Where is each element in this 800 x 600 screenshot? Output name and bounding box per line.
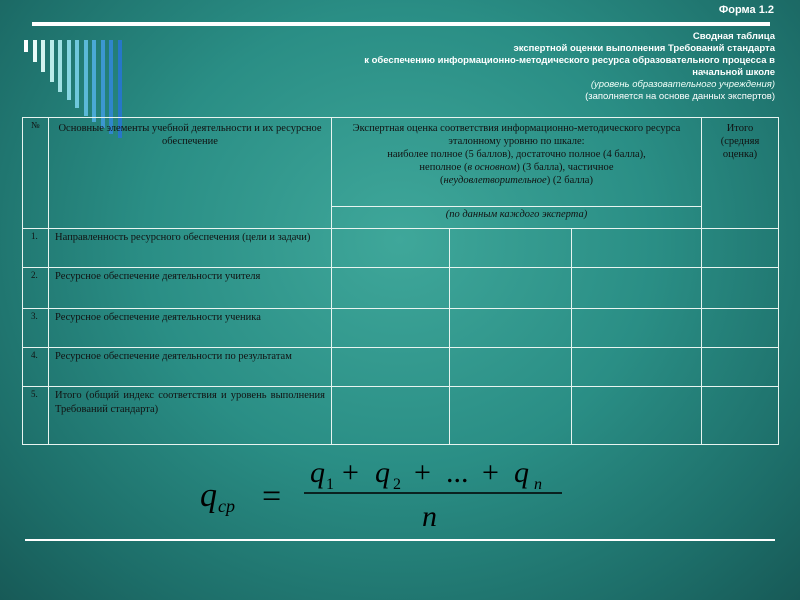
total-cell[interactable]	[702, 386, 779, 444]
formula-q2: q	[375, 462, 390, 489]
decorative-bar	[24, 40, 28, 52]
decorative-bar	[84, 40, 88, 116]
score-cell[interactable]	[572, 347, 702, 386]
decorative-bar	[58, 40, 62, 92]
header-level-note: (уровень образовательного учреждения)	[590, 79, 775, 90]
table-row	[23, 386, 779, 444]
evaluation-scale: ) (2 балла)	[546, 175, 593, 186]
total-cell[interactable]	[702, 268, 779, 308]
bottom-divider	[25, 539, 775, 541]
formula-q2-sub: 2	[393, 476, 401, 493]
total-cell[interactable]	[702, 229, 779, 268]
decorative-bar	[50, 40, 54, 82]
header-fill-note: (заполняется на основе данных экспертов)	[585, 91, 775, 102]
score-cell[interactable]	[332, 386, 450, 444]
formula-plus: +	[414, 462, 431, 489]
decorative-bar	[67, 40, 71, 100]
header-subtitle: к обеспечению информационно-методического ресурса образовательного процесса в	[364, 55, 775, 66]
header-evaluation-sub: (по данным каждого эксперта)	[332, 207, 702, 229]
formula-qn: q	[514, 462, 529, 489]
evaluation-scale: наиболее полное (5 баллов), достаточно полное (4 балла),	[387, 149, 646, 160]
formula-plus: +	[482, 462, 499, 489]
evaluation-scale: (	[440, 175, 444, 186]
score-cell[interactable]	[450, 229, 572, 268]
decorative-bar	[33, 40, 37, 62]
header-elements: Основные элементы учебной деятельности и их ресурсное обеспечение	[49, 118, 332, 229]
header-title: Сводная таблица	[692, 31, 775, 42]
form-number: Форма 1.2	[718, 4, 774, 16]
header-subtitle: экспертной оценки выполнения Требований стандарта	[513, 43, 775, 54]
total-cell[interactable]	[702, 347, 779, 386]
summary-table	[22, 117, 779, 445]
formula-lhs-sub: ср	[218, 496, 235, 516]
score-cell[interactable]	[332, 347, 450, 386]
formula-equals: =	[262, 478, 282, 515]
row-element: Ресурсное обеспечение деятельности ученика	[49, 308, 332, 347]
evaluation-scale: неполное (	[419, 162, 468, 173]
decorative-bar	[75, 40, 79, 108]
score-cell[interactable]	[572, 308, 702, 347]
decorative-bar	[41, 40, 45, 72]
score-cell[interactable]	[450, 308, 572, 347]
evaluation-scale: ) (3 балла), частичное	[516, 162, 614, 173]
formula-denominator: n	[422, 500, 437, 532]
row-element: Ресурсное обеспечение деятельности учителя	[49, 268, 332, 308]
evaluation-scale: Экспертная оценка соответствия информационно-методического ресурса эталонному уровню по шкале:	[352, 123, 681, 147]
row-number: 3.	[23, 308, 49, 347]
header-evaluation	[332, 118, 702, 207]
row-element: Итого (общий индекс соответствия и уровень выполнения Требований стандарта)	[49, 386, 332, 444]
score-cell[interactable]	[450, 347, 572, 386]
decorative-bar	[92, 40, 96, 122]
row-number: 2.	[23, 268, 49, 308]
row-element: Ресурсное обеспечение деятельности по результатам	[49, 347, 332, 386]
evaluation-scale-emph: в основном	[467, 162, 517, 173]
score-cell[interactable]	[332, 268, 450, 308]
formula-ellipsis: ...	[446, 462, 469, 489]
score-cell[interactable]	[450, 386, 572, 444]
row-number: 5.	[23, 386, 49, 444]
decorative-bar	[101, 40, 105, 128]
score-cell[interactable]	[332, 229, 450, 268]
score-cell[interactable]	[572, 268, 702, 308]
score-cell[interactable]	[572, 386, 702, 444]
evaluation-scale-emph: неудовлетворительное	[443, 175, 547, 186]
score-cell[interactable]	[450, 268, 572, 308]
row-number: 4.	[23, 347, 49, 386]
row-element: Направленность ресурсного обеспечения (цели и задачи)	[49, 229, 332, 268]
formula-q1-sub: 1	[326, 476, 334, 493]
score-cell[interactable]	[332, 308, 450, 347]
average-formula	[200, 462, 580, 532]
formula-qn-sub: n	[534, 476, 542, 493]
formula-plus: +	[342, 462, 359, 489]
score-cell[interactable]	[572, 229, 702, 268]
total-cell[interactable]	[702, 308, 779, 347]
document-header	[255, 31, 775, 103]
formula-q1: q	[310, 462, 325, 489]
top-divider	[32, 22, 770, 26]
header-subtitle: начальной школе	[692, 67, 775, 78]
table-row	[23, 268, 779, 308]
table-row	[23, 308, 779, 347]
formula-lhs-var: q	[200, 477, 217, 514]
table-row	[23, 347, 779, 386]
header-total: Итого (средняя оценка)	[702, 118, 779, 229]
table-row	[23, 229, 779, 268]
header-number: №	[23, 118, 49, 229]
row-number: 1.	[23, 229, 49, 268]
